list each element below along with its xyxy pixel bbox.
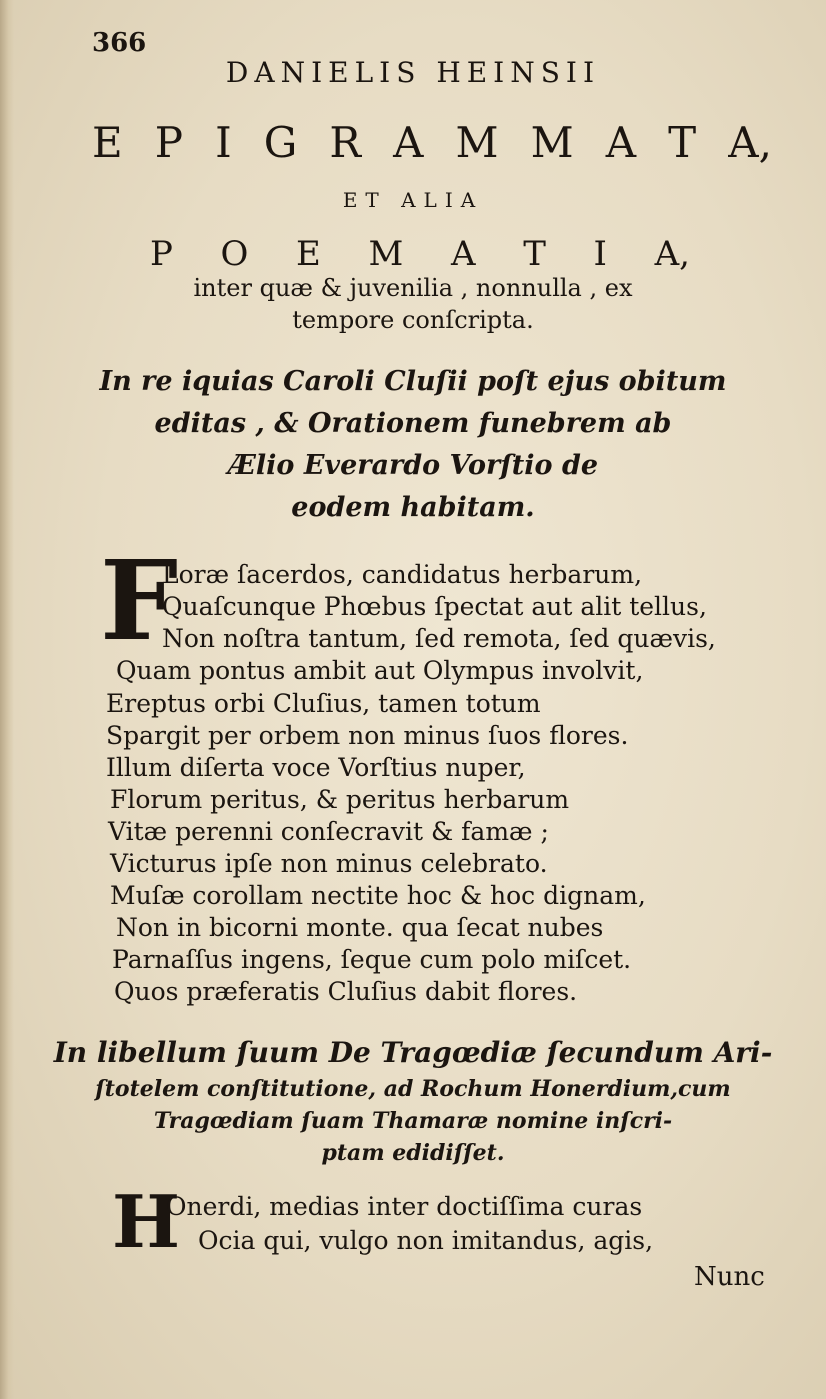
verse-line: Vitæ perenni conſecravit & famæ ; <box>108 817 549 846</box>
verse-line: Ereptus orbi Cluſius, tamen totum <box>106 689 541 718</box>
running-head: DANIELIS HEINSII <box>225 56 601 89</box>
verse-line: Spargit per orbem non minus ſuos flores. <box>106 721 629 750</box>
verse-line: Non in bicorni monte. qua ſecat nubes <box>116 913 604 942</box>
poemata-letter: P <box>150 234 173 274</box>
poemata-title <box>150 234 690 274</box>
drop-cap: H <box>112 1179 181 1264</box>
heading-1-line: In re iquias Caroli Cluſii poſt ejus obitum <box>99 366 727 397</box>
heading-1-line: Ælio Everardo Vorſtio de <box>227 450 599 481</box>
verse-line: Onerdi, medias inter doctiſſima curas <box>166 1192 643 1221</box>
title-letter: E <box>92 118 123 167</box>
verse-line: Muſæ corollam nectite hoc & hoc dignam, <box>110 881 646 910</box>
heading-1-line: editas , & Orationem funebrem ab <box>154 408 672 439</box>
catchword: Nunc <box>694 1262 765 1292</box>
title-letter: A, <box>728 118 772 167</box>
verse-line: Quaſcunque Phœbus ſpectat aut alit tellus, <box>162 592 707 621</box>
verse-line: Florum peritus, & peritus herbarum <box>110 785 570 814</box>
title-letter: R <box>329 118 362 167</box>
verse-line: Quam pontus ambit aut Olympus involvit, <box>116 656 644 685</box>
subtitle: ET ALIA <box>342 188 484 212</box>
poemata-letter: A, <box>654 234 690 274</box>
title-letter: I <box>215 118 232 167</box>
title-letter: M <box>455 118 499 167</box>
verse-line: Ocia qui, vulgo non imitandus, agis, <box>198 1226 654 1255</box>
heading-2-line: ptam edidiſſet. <box>321 1140 505 1166</box>
title-letter: G <box>263 118 298 167</box>
verse-line: Victurus ipſe non minus celebrato. <box>110 849 548 878</box>
poemata-letter: A <box>450 234 476 274</box>
title-letter: P <box>154 118 184 167</box>
heading-1-line: eodem habitam. <box>291 492 535 523</box>
drop-cap: F <box>100 536 179 665</box>
title-letter: A <box>393 118 424 167</box>
poemata-letter: E <box>296 234 321 274</box>
verse-line: Non noſtra tantum, ſed remota, ſed quævis, <box>162 624 716 653</box>
poemata-letter: T <box>523 234 546 274</box>
description-line: tempore conſcripta. <box>292 306 534 334</box>
poemata-letter: O <box>220 234 249 274</box>
heading-2-line: In libellum ſuum De Tragœdiæ ſecundum Ari- <box>53 1036 773 1069</box>
verse-line: Illum diſerta voce Vorſtius nuper, <box>106 753 526 782</box>
poemata-letter: I <box>593 234 607 274</box>
verse-line: Quos præferatis Cluſius dabit flores. <box>114 977 578 1006</box>
verse-line: Parnaſſus ingens, ſeque cum polo miſcet. <box>112 945 632 974</box>
main-title <box>92 118 772 167</box>
heading-2-line: ſtotelem conſtitutione, ad Rochum Honerdium,cum <box>95 1076 731 1102</box>
title-letter: M <box>530 118 574 167</box>
title-letter: A <box>605 118 637 167</box>
verse-line: Loræ ſacerdos, candidatus herbarum, <box>162 560 643 589</box>
description-line: inter quæ & juvenilia , nonnulla , ex <box>193 274 633 302</box>
poemata-letter: M <box>368 234 404 274</box>
title-letter: T <box>668 118 697 167</box>
heading-2-line: Tragœdiam ſuam Thamaræ nomine inſcri- <box>153 1108 673 1134</box>
page-number: 366 <box>92 28 147 58</box>
